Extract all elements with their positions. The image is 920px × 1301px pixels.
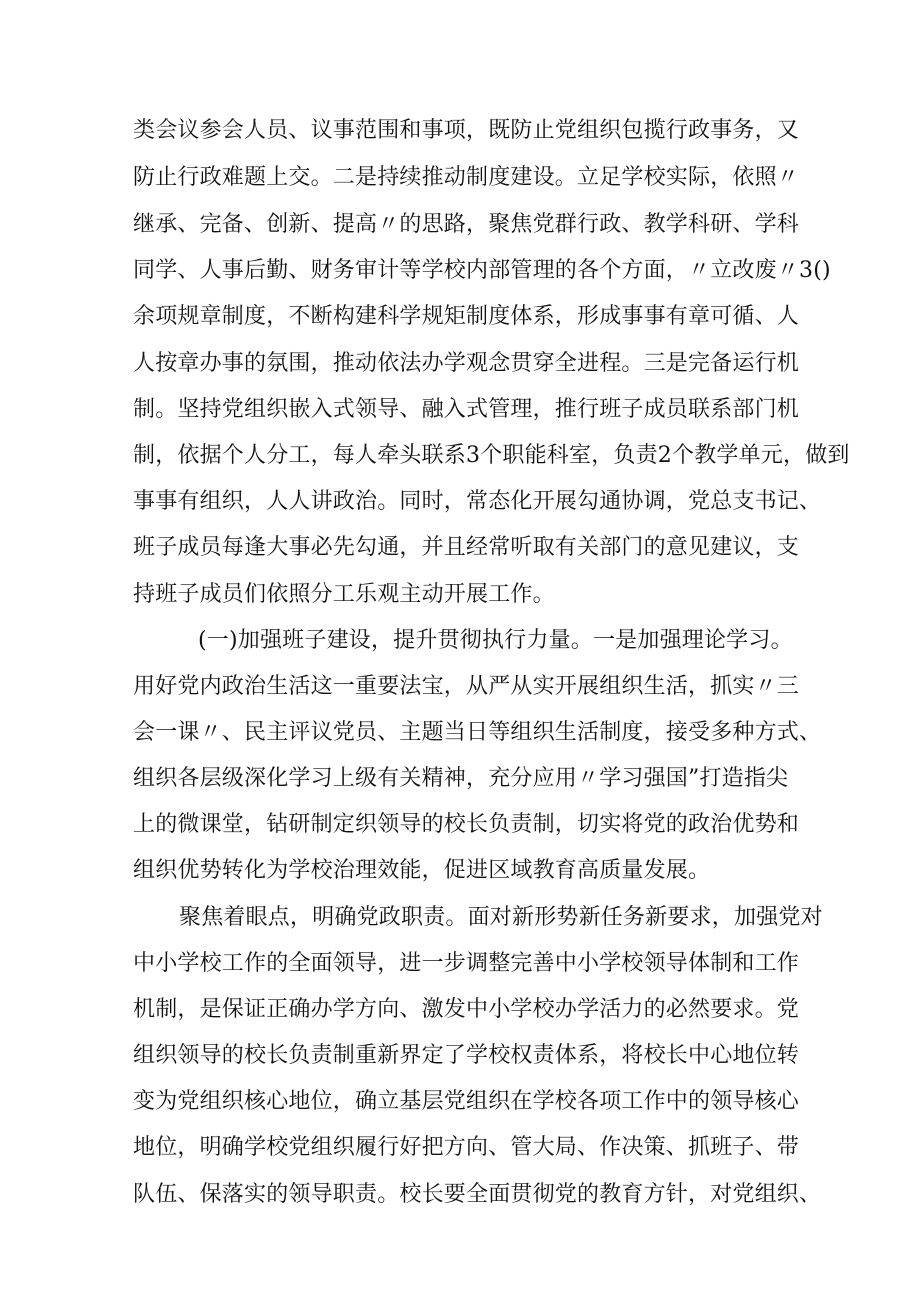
text-line: 制。坚持党组织嵌入式领导、融入式管理，推行班子成员联系部门机 — [133, 397, 800, 422]
text-line: 会一课〃、民主评议党员、主题当日等组织生活制度，接受多种方式、 — [133, 720, 822, 745]
text-line: 上的微课堂，钻研制定织领导的校长负责制，切实将党的政治优势和 — [133, 812, 800, 837]
text-line: 持班子成员们依照分工乐观主动开展工作。 — [133, 582, 555, 607]
text-line: 同学、人事后勤、财务审计等学校内部管理的各个方面，〃立改废〃3() — [133, 258, 831, 283]
section-heading-line: (一)加强班子建设，提升贯彻执行力量。一是加强理论学习。 — [198, 628, 793, 653]
text-line: 地位，明确学校党组织履行好把方向、管大局、作决策、抓班子、带 — [133, 1135, 800, 1160]
text-line: 组织领导的校长负责制重新界定了学校权责体系，将校长中心地位转 — [133, 1043, 800, 1068]
paragraph-first-line: 聚焦着眼点，明确党政职责。面对新形势新任务新要求，加强党对 — [179, 905, 823, 930]
text-line: 事事有组织，人人讲政治。同时，常态化开展勾通协调，党总支书记、 — [133, 489, 822, 514]
text-line: 制，依据个人分工，每人牵头联系3个职能科室，负责2个教学单元，做到 — [133, 443, 850, 468]
text-line: 班子成员每逢大事必先勾通，并且经常听取有关部门的意见建议，支 — [133, 535, 800, 560]
text-line: 组织各层级深化学习上级有关精神，充分应用〃学习强国”打造指尖 — [133, 766, 789, 791]
text-line: 继承、完备、创新、提高〃的思路，聚焦党群行政、教学科研、学科 — [133, 212, 800, 237]
text-line: 用好党内政治生活这一重要法宝，从严从实开展组织生活，抓实〃三 — [133, 674, 800, 699]
text-line: 变为党组织核心地位，确立基层党组织在学校各项工作中的领导核心 — [133, 1089, 800, 1114]
text-line: 人按章办事的氛围，推动依法办学观念贯穿全进程。三是完备运行机 — [133, 351, 800, 376]
text-line: 余项规章制度，不断构建科学规矩制度体系，形成事事有章可循、人 — [133, 304, 800, 329]
text-line: 组织优势转化为学校治理效能，促进区域教育高质量发展。 — [133, 858, 711, 883]
text-line: 队伍、保落实的领导职责。校长要全面贯彻党的教育方针，对党组织、 — [133, 1182, 822, 1207]
text-line: 机制，是保证正确办学方向、激发中小学校办学活力的必然要求。党 — [133, 997, 800, 1022]
text-line: 类会议参会人员、议事范围和事项，既防止党组织包揽行政事务，又 — [133, 118, 800, 143]
text-line: 防止行政难题上交。二是持续推动制度建设。立足学校实际，依照〃 — [133, 165, 800, 190]
text-line: 中小学校工作的全面领导，进一步调整完善中小学校领导体制和工作 — [133, 951, 800, 976]
